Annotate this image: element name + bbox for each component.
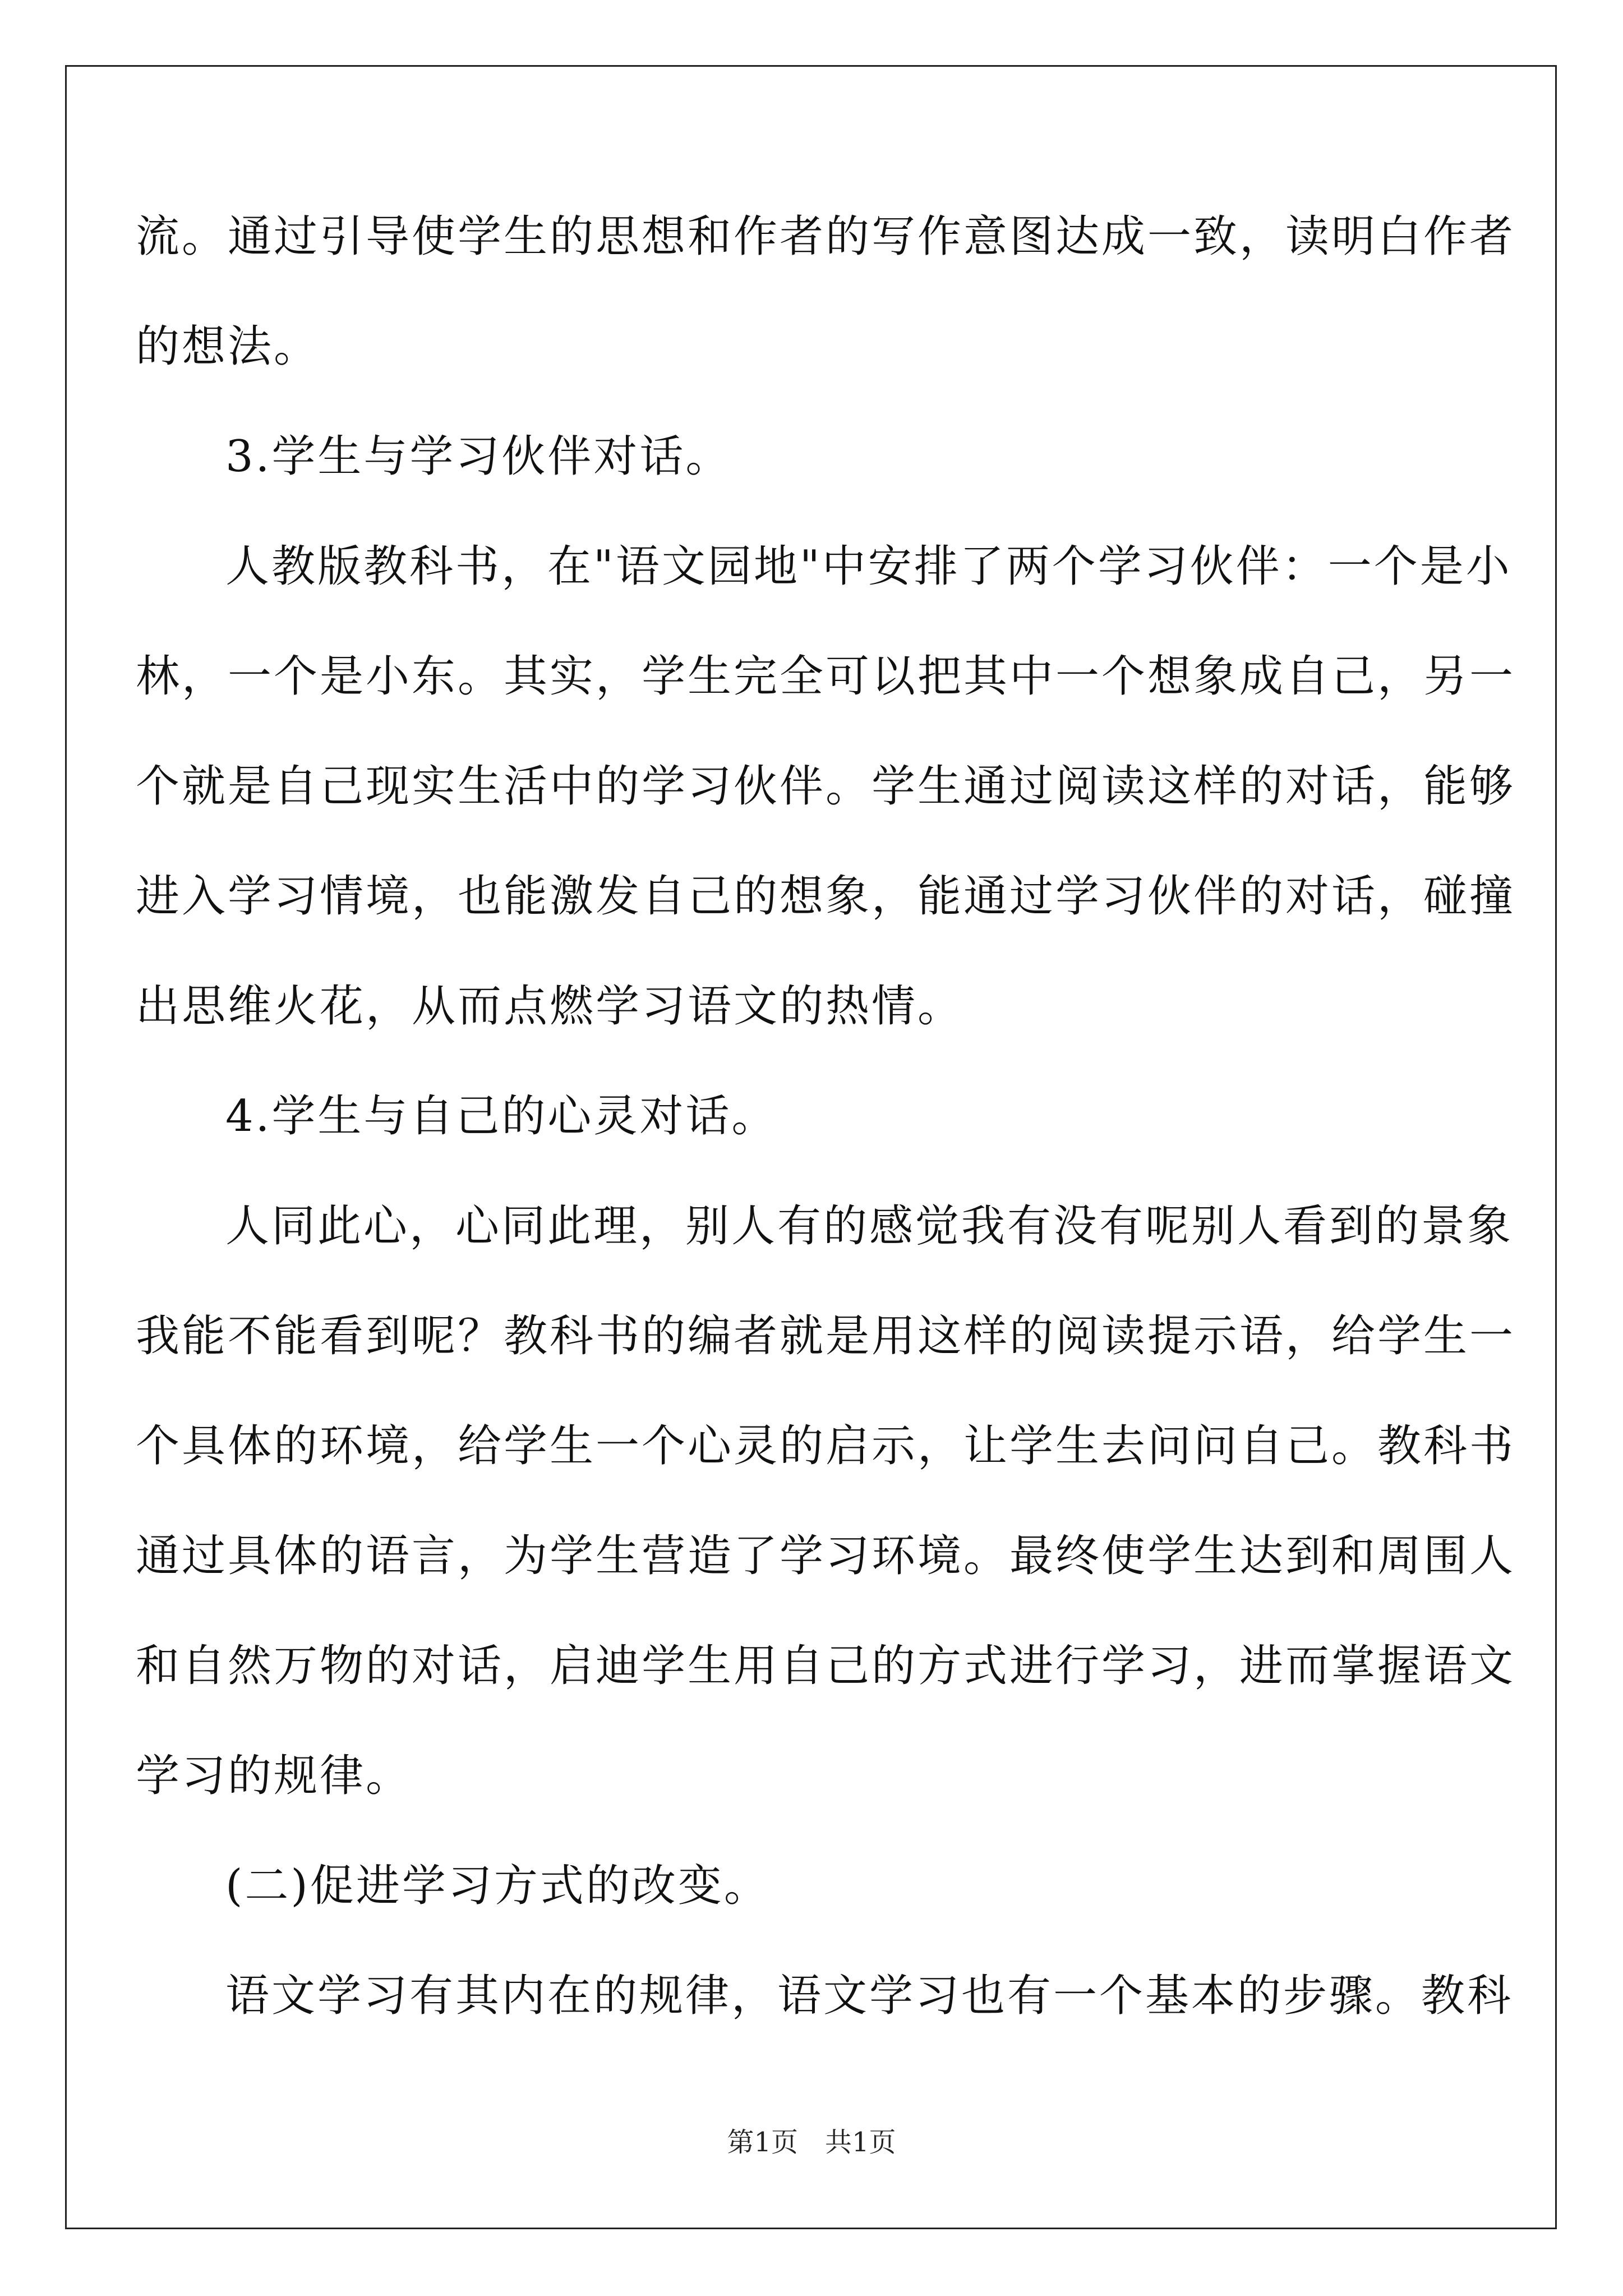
text-line: 人同此心，心同此理，别人有的感觉我有没有呢别人看到的景象 — [225, 1201, 1514, 1251]
text-line: 的想法。 — [136, 321, 320, 372]
text-line: 我能不能看到呢？教科书的编者就是用这样的阅读提示语，给学生一 — [136, 1311, 1516, 1361]
text-line: 语文学习有其内在的规律，语文学习也有一个基本的步骤。教科 — [225, 1971, 1514, 2021]
text-line: 3.学生与学习伙伴对话。 — [225, 431, 732, 482]
text-line: 林，一个是小东。其实，学生完全可以把其中一个想象成自己，另一 — [136, 651, 1516, 702]
text-line: 流。通过引导使学生的思想和作者的写作意图达成一致，读明白作者 — [136, 211, 1516, 262]
text-line: 学习的规律。 — [136, 1751, 412, 1801]
text-line: 出思维火花，从而点燃学习语文的热情。 — [136, 981, 964, 1032]
text-line: 个具体的环境，给学生一个心灵的启示，让学生去问问自己。教科书 — [136, 1421, 1516, 1471]
text-line: 4.学生与自己的心灵对话。 — [225, 1091, 778, 1142]
text-line: 通过具体的语言，为学生营造了学习环境。最终使学生达到和周围人 — [136, 1531, 1516, 1581]
text-line: 和自然万物的对话，启迪学生用自己的方式进行学习，进而掌握语文 — [136, 1641, 1516, 1691]
page-footer: 第1页 共1页 — [727, 2127, 896, 2158]
text-line: 个就是自己现实生活中的学习伙伴。学生通过阅读这样的对话，能够 — [136, 761, 1516, 812]
text-line: 人教版教科书，在"语文园地"中安排了两个学习伙伴：一个是小 — [225, 541, 1512, 592]
text-line: 进入学习情境，也能激发自己的想象，能通过学习伙伴的对话，碰撞 — [136, 871, 1516, 922]
text-line: (二)促进学习方式的改变。 — [225, 1861, 770, 1911]
